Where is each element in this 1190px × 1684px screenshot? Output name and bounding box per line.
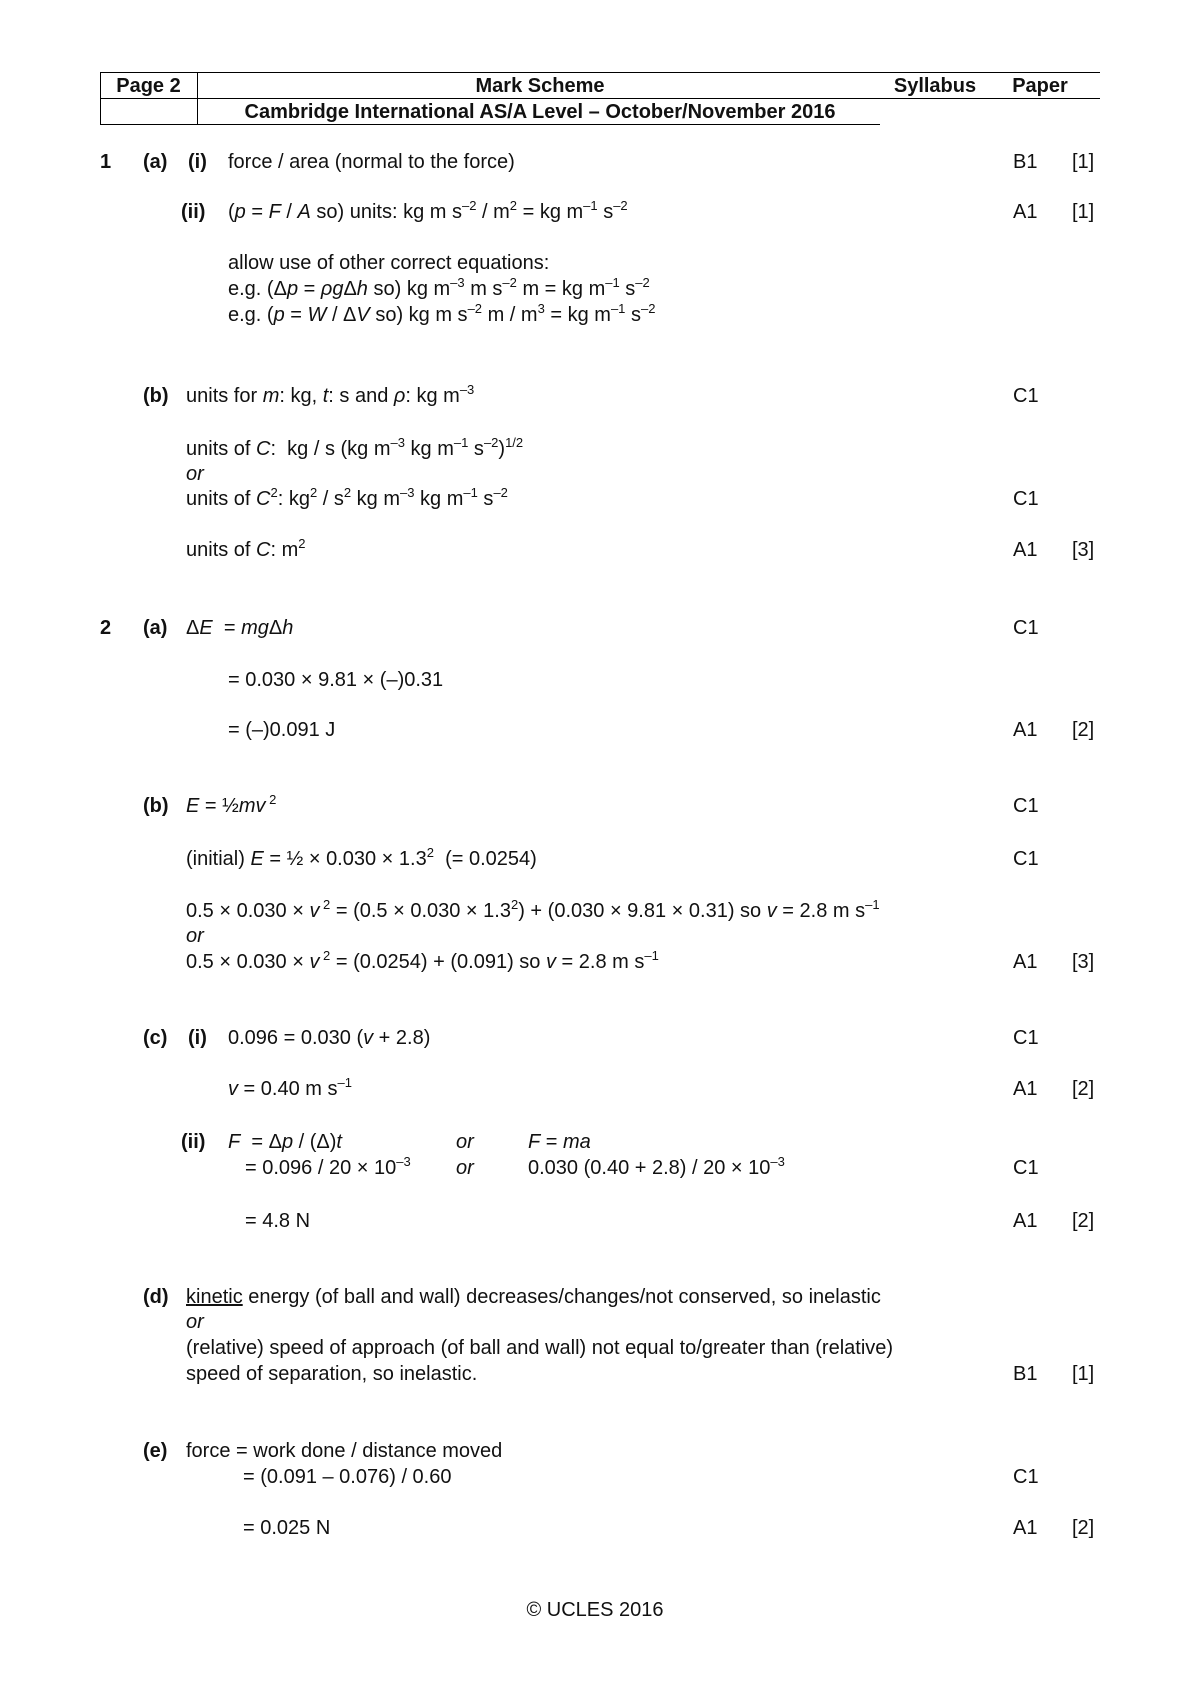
part-label: (c) <box>143 1027 168 1049</box>
answer-text: units of $C^2$: $kg^2 / s^2$ kg $m^{-3}$ kg $m^{-1}$ $s^{-2}$ <box>186 485 508 510</box>
eg-label: e.g. <box>228 304 262 326</box>
answer-text: units of C: kg / s (kg $m^{-3}$ kg $m^{-1}$ $s^{-2})^{1/2}$ <box>186 435 524 460</box>
answer-text: F = ma <box>528 1131 591 1153</box>
or-text: or <box>456 1157 474 1179</box>
mark: A1 <box>1013 1210 1038 1232</box>
or-text: or <box>186 463 204 485</box>
example-equation: e.g. (p = W / ΔV so) kg m $s^{-2}$ m / $m^3$ = kg $m^{-1}$ $s^{-2}$ <box>228 301 656 326</box>
or-text: or <box>186 925 204 947</box>
total: [2] <box>1072 719 1095 741</box>
total: [1] <box>1072 201 1095 223</box>
total: [1] <box>1072 151 1095 173</box>
subpart-label: (i) <box>188 1027 207 1049</box>
mark: C1 <box>1013 385 1039 407</box>
or-text: or <box>456 1131 474 1153</box>
question-number: 2 <box>100 617 112 639</box>
total: [2] <box>1072 1517 1095 1539</box>
answer-text: (p = F / A so) units: kg m $s^{-2} / m^2$ = kg $m^{-1}$ $s^{-2}$ <box>228 198 628 223</box>
part-label: (b) <box>143 795 169 817</box>
mark: C1 <box>1013 1027 1039 1049</box>
mark: A1 <box>1013 951 1038 973</box>
subpart-label: (ii) <box>181 1131 206 1153</box>
answer-text: units for m: kg, t: s and ρ: kg $m^{-3}$ <box>186 382 475 407</box>
answer-text: = 4.8 N <box>245 1210 311 1232</box>
header-page: Page 2 <box>116 75 181 97</box>
part-label: (a) <box>143 151 168 173</box>
mark: A1 <box>1013 1078 1038 1100</box>
or-text: or <box>186 1311 204 1333</box>
answer-text: 0.5 × 0.030 × v $^2$ = (0.0254) + (0.091) so v = 2.8 m $s^{-1}$ <box>186 948 659 973</box>
mark: A1 <box>1013 1517 1038 1539</box>
total: [3] <box>1072 951 1095 973</box>
answer-text: (relative) speed of approach (of ball and wall) not equal to/greater than (relative) <box>186 1337 894 1359</box>
mark: B1 <box>1013 1363 1038 1385</box>
eg-label: e.g. <box>228 278 262 300</box>
part-label: (b) <box>143 385 169 407</box>
header-title: Mark Scheme <box>475 75 605 97</box>
answer-text: force / area (normal to the force) <box>228 151 515 173</box>
answer-text: F = Δp / (Δ)t <box>228 1131 342 1153</box>
header-subtitle: Cambridge International AS/A Level – October/November 2016 <box>244 101 836 123</box>
mark: C1 <box>1013 848 1039 870</box>
question-number: 1 <box>100 151 112 173</box>
answer-text: E = ½mv $^2$ <box>186 792 277 817</box>
mark: C1 <box>1013 617 1039 639</box>
part-label: (a) <box>143 617 168 639</box>
footer-copyright: © UCLES 2016 <box>526 1599 664 1621</box>
part-label: (e) <box>143 1440 168 1462</box>
mark: C1 <box>1013 488 1039 510</box>
underlined-word: kinetic <box>186 1286 243 1308</box>
answer-text: speed of separation, so inelastic. <box>186 1363 478 1385</box>
subpart-label: (i) <box>188 151 207 173</box>
mark: A1 <box>1013 201 1038 223</box>
part-label: (d) <box>143 1286 169 1308</box>
mark: A1 <box>1013 539 1038 561</box>
header-paper: Paper <box>1012 75 1068 97</box>
mark: C1 <box>1013 795 1039 817</box>
answer-text: force = work done / distance moved <box>186 1440 503 1462</box>
answer-text: = (0.091 – 0.076) / 0.60 <box>243 1466 452 1488</box>
answer-text <box>186 1285 881 1309</box>
answer-text: 0.5 × 0.030 × v $^2 = (0.5 \times 0.030 \times 1.3^2) + (0.030 \times 9.81 \times 0.31)$ so v = 2.8 m $s^{-1}$ <box>186 897 880 922</box>
answer-text: (initial) E = ½ × $0.030 \times 1.3^2$ (= 0.0254) <box>186 845 537 870</box>
mark: B1 <box>1013 151 1038 173</box>
mark: C1 <box>1013 1157 1039 1179</box>
answer-text: v = 0.40 m $s^{-1}$ <box>228 1075 352 1100</box>
mark: A1 <box>1013 719 1038 741</box>
subpart-label: (ii) <box>181 201 206 223</box>
answer-text: = (–)0.091 J <box>228 719 336 741</box>
answer-text: ΔE = mgΔh <box>186 617 294 639</box>
header-syllabus: Syllabus <box>893 75 977 97</box>
total: [1] <box>1072 1363 1095 1385</box>
mark: C1 <box>1013 1466 1039 1488</box>
answer-text: units of C: $m^2$ <box>186 536 306 561</box>
allow-text: allow use of other correct equations: <box>228 252 550 274</box>
total: [3] <box>1072 539 1095 561</box>
answer-text-rest: energy (of ball and wall) decreases/changes/not conserved, so inelastic <box>242 1286 881 1308</box>
total: [2] <box>1072 1078 1095 1100</box>
total: [2] <box>1072 1210 1095 1232</box>
answer-text: = 0.025 N <box>243 1517 331 1539</box>
example-equation: e.g. (Δp = ρgΔh so) kg $m^{-3}$ m $s^{-2}$ m = kg $m^{-1}$ $s^{-2}$ <box>228 275 650 300</box>
answer-text: = 0.030 × 9.81 × (–)0.31 <box>228 669 444 691</box>
answer-text: = $0.096 / 20 \times 10^{-3}$ <box>245 1154 411 1179</box>
answer-text: 0.030 $(0.40 + 2.8) / 20 \times 10^{-3}$ <box>528 1154 785 1179</box>
answer-text: 0.096 = 0.030 (v + 2.8) <box>228 1027 431 1049</box>
